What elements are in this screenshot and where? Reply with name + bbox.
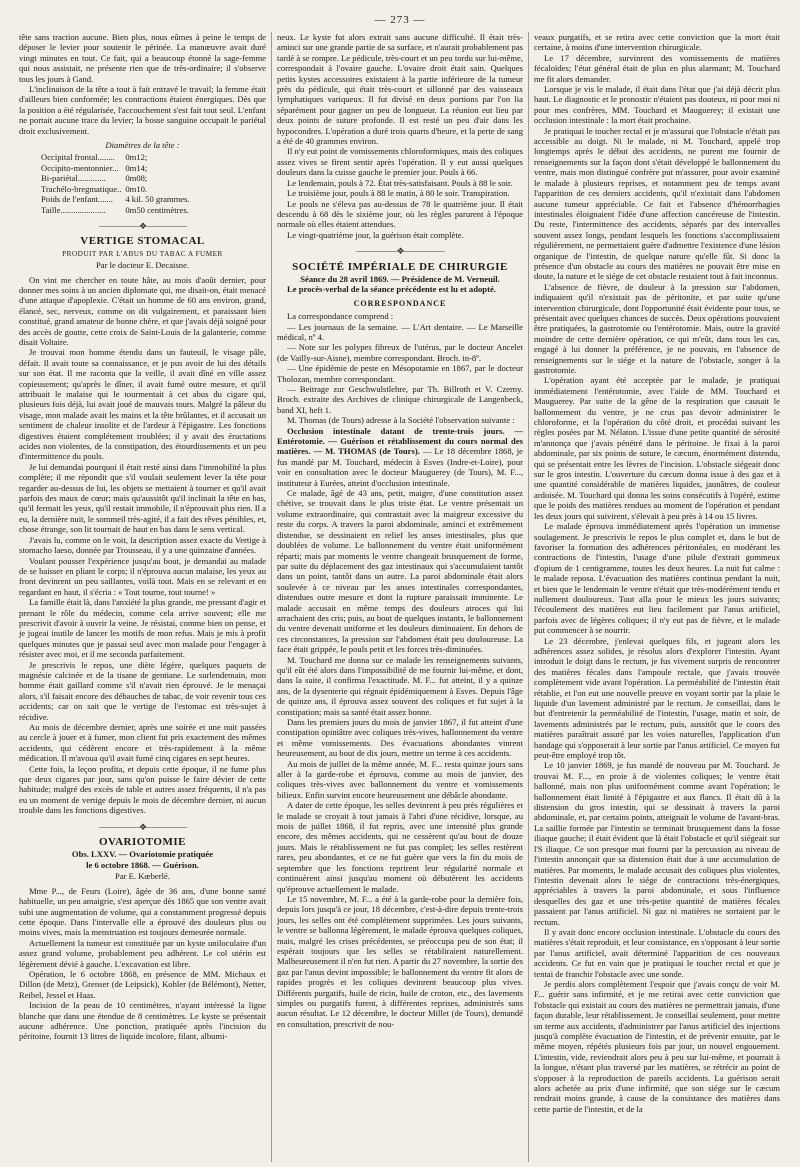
measure-label: Occipito-mentonnier... (41, 162, 119, 173)
paragraph: Le 10 janvier 1869, je fus mandé de nouveau par M. Touchard. Je trouvai M. F..., en proie à de violentes coliques; le ventre était ballonné, mais non plus uniformément comme avant l'opération; le ballonnement était limité à l'épigastre et aux flancs. Il était dû à la distension du gros intestin, qui se dessinait à travers la paroi abdominale, et, par certains points, atteignait le volume de l'avant-bras. La saillie formée par l'intestin se terminait brusquement dans la fosse iliaque gauche; il était évident que là était l'obstacle et qu'il siégeait sur l'S iliaque. Ce son presque mat fourni par la percussion au niveau de l'intestin annonçait que sa distension était due à une accumulation de matières. Par moments, le malade accusait des coliques plus violentes, l'intestin devenait alors le siége de contractions très-énergiques, appréciables à travers la paroi abdominale, et sous l'influence desquelles des gaz et une très-petite quantité de matières fécales passaient par l'anus artificiel. Ni gaz ni matières ne sortaient par le rectum. (534, 760, 780, 927)
paragraph: Le 15 novembre, M. F... a été à la garde-robe pour la dernière fois, depuis lors jusqu'à ce jour, 18 décembre, c'est-à-dire depuis trente-trois jours, les selles ont été complétement supprimées. Les jours suivants, le ventre se ballonna légèrement, le malade éprouva quelques coliques, mais, malgré les crises précédentes, se préoccupa peu de son état; il espérait toujours que les selles se rétabliraient naturellement. Malheureusement il n'en fut rien. A partir du 27 novembre, la sortie des gaz par l'anus devint impossible; le ballonnement du ventre fit alors de rapides progrès et les coliques devinrent beaucoup plus vives. Différents purgatifs, huile de ricin, huile de croton, etc., des lavements simples ou purgatifs furent, à différentes reprises, administrés sans aucun résultat. Le 12 décembre, le docteur Millet (de Tours), demandé en consultation, prescrivit de nou- (277, 893, 523, 1029)
observation-heading: Obs. LXXV. — Ovariotomie pratiquée (71, 849, 214, 860)
section-title-societe: SOCIÉTÉ IMPÉRIALE DE CHIRURGIE (292, 260, 508, 273)
observation-text: — Le 18 décembre 1868, je fus mandé par M. Touchard, médecin à Esves (Indre-et-Loire), pour voir en consultation avec le docteur Mauguerey (de Tours), M. F..., instituteur à Eurées, atteint d'occlusion intestinale. (277, 446, 523, 488)
ornament-divider: —————❖————— (98, 220, 187, 231)
paragraph: Actuellement la tumeur est constituée par un kyste uniloculaire d'un assez grand volume, probablement peu adhérent. Le col utérin est légèrement dévié à gauche. L'excavation est libre. (19, 937, 266, 969)
measure-label: Bi-pariétal............. (41, 173, 106, 184)
measure-value: 0m14; (125, 162, 148, 173)
section-title-vertige: VERTIGE STOMACAL (80, 235, 205, 248)
paragraph: Incision de la peau de 10 centimètres, n'ayant intéressé la ligne blanche que dans une étendue de 8 centimètres. Le kyste se présentait aucune adhérence. Une ponction, pratiquée après l'incision du péritoine, fournit 13 litres de liquide incolore, filant, albumi- (19, 1000, 266, 1042)
paragraph: Voulant pousser l'expérience jusqu'au bout, je demandai au malade de se baisser en pliant le corps; il n'éprouva aucun malaise, les yeux au front devinrent un peu saillantes, voilà tout. Mais en se relevant et en regardant en haut, il s'écria : « Tout tourne, tout tourne! » (19, 555, 266, 597)
paragraph (277, 426, 523, 488)
section-title-ovariotomie: OVARIOTOMIE (98, 836, 186, 849)
paragraph: Cette fois, la leçon profita, et depuis cette époque, il ne fume plus que deux cigares par jour, sans qu'on puisse le faire dévier de cette habitude; malgré des excès de table et autres assez fréquents, il n'a pas eu un moment de vertige depuis le mois de décembre dernier, ni aucun trouble dans les fonctions digestives. (19, 763, 266, 816)
paragraph: A dater de cette époque, les selles devinrent à peu près régulières et le malade se croyait à tout jamais à l'abri d'une récidive, lorsque, au mois de juillet 1868, il fut repris, avec une intensité plus grande encore, des mêmes accidents, qui ne cessèrent qu'au bout de douze jours. Mais le rétablissement ne fut pas complet; les selles restèrent rares, peu abondantes, et ce ne fut guère que vers la fin du mois de septembre que les fonctions reprirent leur régularité normale et continuèrent ainsi jusqu'au moment où débutèrent les accidents qu'éprouve actuellement le malade. (277, 800, 523, 894)
section-subtitle: PRODUIT PAR L'ABUS DU TABAC A FUMER (62, 249, 223, 258)
measure-value: 4 kil. 50 grammes. (125, 194, 190, 205)
paragraph: — Une épidémie de peste en Mésopotamie en 1867, par le docteur Tholozan, membre correspondant. (277, 363, 523, 384)
paragraph: La correspondance comprend : (287, 311, 394, 322)
paragraph: — Note sur les polypes fibreux de l'utérus, par le docteur Ancelet (de Vailly-sur-Aisne), membre correspondant. Broch. in-8º. (277, 342, 523, 363)
paragraph: Au mois de décembre dernier, après une soirée et une nuit passées au cercle à jouer et à fumer, mon client fut pris exactement des mêmes accidents, qui cédèrent encore et très-rapidement à la même médication. Il m'avoua qu'il avait fumé cinq cigares en sept heures. (19, 722, 266, 764)
paragraph: Lorsque je vis le malade, il était dans l'état que j'ai déjà décrit plus haut. Le diagnostic et le pronostic n'étaient pas douteux, ni pour moi ni pour mes confrères, MM. Touchard et Mauguerey; il existait une occlusion intestinale : la mort était prochaine. (534, 84, 780, 126)
paragraph: Je prescrivis le repos, une diète légère, quelques paquets de magnésie calcinée et de la tisane de gentiane. Le surlendemain, mon homme était gaillard comme s'il n'avait rien éprouvé. Je le menaçai alors, s'il faisait encore des débauches de tabac, de voir revenir tous ces accidents; car on sait que le vertige de l'estomac est très-sujet à récidive. (19, 659, 266, 722)
measure-value: 0m08; (125, 173, 148, 184)
paragraph: Le troisième jour, pouls à 88 le matin, à 80 le soir. Transpiration. (287, 188, 510, 199)
ornament-divider: —————❖————— (98, 821, 187, 832)
measure-value: 0m50 centimètres. (125, 204, 189, 215)
paragraph: — Les journaux de la semaine. — L'Art dentaire. — Le Marseille médical, nº 4. (277, 321, 523, 342)
correspondence-heading: CORRESPONDANCE (353, 298, 447, 308)
table-row (41, 163, 194, 173)
paragraph: neux. Le kyste fut alors extrait sans aucune difficulté. Il était très-aminci sur une grande partie de sa surface, et n'aurait probablement pas tardé à se rompre. Le pédicule, très-court et un peu tordu sur lui-même, correspondait à l'ovaire gauche. L'ovaire droit était sain. Quelques petits kystes accessoires existaient à la partie inférieure de la tumeur près du pédicule, qui était très-court et sillonné par des vaisseaux lymphatiques variqueux. Il fut divisé en deux portions par l'on lia séparément pour gagner un peu de longueur. La réunion eut lieu par deux points de suture profonde. Il est resté un peu d'air dans les hypocondres. L'opération a duré trois quarts d'heure, et la perte de sang a été de 40 grammes environ. (277, 32, 523, 147)
measure-label: Taille..................... (41, 204, 106, 215)
session-heading: Séance du 28 avril 1869. — Présidence de M. Verneuil. (300, 273, 500, 284)
paragraph: Le vingt-quatrième jour, la guérison était complète. (287, 229, 464, 240)
paragraph: Mme P..., de Feurs (Loire), âgée de 36 ans, d'une bonne santé habituelle, un peu amaigrie, s'est aperçue dès 1865 que son ventre avait subi une augmentation de volume, qui a constamment progressé depuis cette époque. Dans l'intervalle elle a éprouvé des douleurs plus ou moins vives, mais la menstruation est toujours demeurée normale. (19, 885, 266, 938)
table-row (41, 184, 194, 194)
measure-label: Poids de l'enfant....... (41, 194, 113, 205)
column-2 (271, 32, 528, 1162)
paragraph: Dans les premiers jours du mois de janvier 1867, il fut atteint d'une constipation opiniâtre avec coliques très-vives, ballonnement du ventre et même vomissements. Des évacuations abondantes vinrent heureusement, au bout de dix jours, mettre un terme à ces accidents. (277, 717, 523, 759)
paragraph: Il y avait donc encore occlusion intestinale. L'obstacle du cours des matières s'était reproduit, et leur consistance, en s'opposant à leur sortie par l'anus artificiel, avait déterminé l'apparition de ces nouveaux accidents. Ce fut en vain que je pratiquai le toucher rectal et que je tentai de franchir l'obstacle avec une sonde. (534, 926, 780, 979)
paragraph: Je lui demandai pourquoi il était resté ainsi dans l'immobilité la plus complète; il me répondit que s'il voulait seulement lever la tête pour regarder au-dessus de lui, les objets se mettaient à tourner et qu'il avait parfois des maux de cœur; mais qu'aussitôt qu'il inclinait la tête en bas, qu'il fermait les yeux, qu'il restait immobile, il n'éprouvait plus rien. Il a eu, la dernière nuit, le sommeil très-agité, il a fait des rêves pénibles, et, chose étrange, son lit tournait de haut en bas dans le sens vertical. (19, 461, 266, 535)
measure-value: 0m10. (125, 183, 148, 194)
diameters-table (41, 152, 194, 214)
paragraph: Au mois de juillet de la même année, M. F... resta quinze jours sans aller à la garde-robe et éprouva, comme au mois de janvier, des coliques très-vives avec ballonnement du ventre et vomissements bilieux. Enfin survint encore heureusement une débâcle abondante. (277, 758, 523, 800)
paragraph: M. Touchard me donna sur ce malade les renseignements suivants, qu'il eût été alors dans l'impossibilité de me fournir lui-même, et dont, dans la suite, il confirma l'exactitude. M. F... fut atteint, il y a quinze ans, de la dysenterie qui régnait épidémiquement à Esves. Depuis l'âge de quinze ans, il éprouva assez souvent des coliques et fut sujet à la constipation; mais sa santé était assez bonne. (277, 654, 523, 717)
measure-label: Trachélo-bregmatique.. (41, 183, 122, 194)
paragraph: Le 23 décembre, j'enlevai quelques fils, et jugeant alors les adhérences assez solides, je résolus alors d'explorer l'intestin. Ayant introduit le doigt dans le rectum, je fus vivement surpris de rencontrer des matières fécales dans l'ampoule rectale, que j'avais trouvée complètement vide avant l'opération. La perméabilité de l'intestin était rétablie, et l'on eut une nouvelle preuve en voyant sortir par la plaie le liquide d'un lavement administré par le rectum. Je conseillai, dans le but d'entretenir la perméabilité de l'intestin, l'usage, matin et soir, de lavements administrés par le rectum, puis, aussitôt que le cours des matières paraîtrait assuré par les voies naturelles, l'application d'un bandage qui s'opposerait à leur sortie par l'anus artificiel. Ce moyen fut peut-être employé trop tôt. (534, 635, 780, 761)
table-row (41, 205, 194, 215)
paragraph: Le procès-verbal de la séance précédente est lu et adopté. (287, 284, 496, 295)
section-author: Par le docteur E. Decaisne. (95, 260, 190, 271)
paragraph: J'avais lu, comme on le voit, la description assez exacte du Vertige à stomacho laeso, donnée par Trousseau, il y a une quinzaine d'années. (19, 534, 266, 556)
paragraph: — Beitrage zur Geschwulstlehre, par Th. Billroth et V. Czerny. Broch. extraite des Archives de clinique chirurgicale de Langenbeck, band XI, heft 1. (277, 384, 523, 415)
paragraph: tête sans traction aucune. Bien plus, nous eûmes à peine le temps de déposer le levier pour soutenir le périnée. La manœuvre avait duré vingt minutes en tout. Ce fait, qui a beaucoup étonné la sage-femme qui nous assistait, ne présente rien que de très-ordinaire; il s'observe tous les jours à Gand. (19, 32, 266, 84)
paragraph: Ce malade, âgé de 43 ans, petit, maigre, d'une constitution assez chétive, se trouvait dans le plus triste état. Le ventre présentait un volume extraordinaire, qui contrastait avec la maigreur excessive du reste du corps. A travers la paroi abdominale, aminci et extrêmement distendue, se dessinaient en relief les anses intestinales, plus que doublées de volume. Le ballonnement du ventre était uniformément réparti; mais par moments le ventre changeait brusquement de forme, par suite du déplacement des gaz intestinaux qui s'accumulaient tantôt dans un point, tantôt dans un autre. La paroi abdominale était alors soulevée à ce niveau par les anses intestinales correspondantes, distendues outre mesure et dont la rupture paraissait imminente. Le malade accusait en même temps des douleurs atroces qui lui arrachaient des cris; puis, au bout de quelques instants, le ballonnement du ventre devenait uniforme et les douleurs diminuaient. En dehors de ces circonstances, la pression sur l'abdomen était peu douloureuse. La face était grippée, le pouls petit et les forces très-diminuées. (277, 488, 523, 655)
measure-label: Occipital frontal........ (41, 152, 115, 163)
paragraph: On vint me chercher en toute hâte, au mois d'août dernier, pour donner mes soins à un ancien diplomate qui, me disait-on, était menacé d'une attaque d'apoplexie. C'était un homme de 60 ans environ, grand, élancé, sec, nerveux, comme on dit vulgairement, et paraissant bien constitué, grand amateur de bonne chère, et que j'avais déjà soigné pour des accès de goutte, cette croix de Saint-Louis de la galanterie, comme disait Voltaire. (19, 274, 266, 347)
paragraph: Le lendemain, pouls à 72. État très-satisfaisant. Pouls à 88 le soir. (287, 177, 513, 188)
paragraph: Le pouls ne s'éleva pas au-dessus de 78 le quatrième jour. Il était descendu à 68 dès le sixième jour, où les règles parurent à l'époque normale où elles étaient attendues. (277, 198, 523, 230)
paragraph: Le 17 décembre, survinrent des vomissements de matières fécaloïdes; l'état général était de plus en plus alarmant; M. Touchard me fit alors demander. (534, 52, 780, 84)
ornament-divider: —————❖————— (356, 246, 444, 257)
paragraph: veaux purgatifs, et se retira avec cette conviction que la mort était certaine, à moins d'une intervention chirurgicale. (534, 32, 780, 53)
measure-value: 0m12; (125, 152, 148, 163)
table-row (41, 194, 194, 204)
paragraph: La famille était là, dans l'anxiété la plus grande, me pressant d'agir et prenant le rôle du médecin, comme cela arrive souvent; elle me prescrivit d'avoir à ouvrir la veine. Je résistai, comme bien on pense, et je jugeai inutile de lancer les motifs de mon refus. Mais je mis à profit quelques minutes que je passai seul avec mon malade pour l'engager à résister avec moi, et il me seconda parfaitement. (19, 597, 266, 660)
paragraph: Il n'y eut point de vomissements chloroformiques, mais des coliques assez vives se firent sentir après l'opération. Il y eut aussi quelques douleurs dans la cuisse gauche le premier jour. Pouls à 66. (277, 146, 523, 178)
section-author: Par E. Kœberlé. (115, 871, 170, 882)
column-3 (528, 32, 785, 1162)
paragraph: L'opération ayant été acceptée par le malade, je pratiquai immédiatement l'entérotomie, avec l'aide de MM. Touchard et Mauguerey. Par suite de la gêne de la respiration que causait le ballonnement du ventre, je ne crus pas devoir administrer le chloroforme, et la l'opération du côté droit, et procédai suivant les règles posées par M. Nélaton. L'issue d'une petite quantité de sérosité m'annonça que j'avais pénétré dans le péritoine. Je fixai à la paroi abdominale, par six points de suture, le cæcum, énormément distendu, qui se présentait entre les lèvres de l'incision. L'obstacle siégeait donc sur le gros intestin. L'ouverture du cæcum donna issue à des gaz et à une quantité considérable de matières liquides, jaunâtres, de couleur ardoisée. M. Touchard qui donna les soins consécutifs à l'opéré, estime que le poids des matières rendues au moment de l'opération et pendant les deux jours qui suivirent, s'élevait à peu près à 14 ou 15 livres. (534, 375, 780, 521)
paragraph: Opération, le 6 octobre 1868, en présence de MM. Michaux et Dillon (de Metz), Grenser (de Leipsick), Kohler (de Bélémont), Netter, Reibel, Jessel et Haas. (19, 968, 266, 1000)
observation-lead: Occlusion intestinale datant de trente-trois jours. — Entérotomie. — Guérison et rétablissement du cours normal des matières. — M. THOMAS (de Tours). (277, 425, 523, 457)
observation-heading-2: le 6 octobre 1868. — Guérison. (86, 859, 199, 870)
paragraph: Le malade éprouva immédiatement après l'opération un immense soulagement. Je prescrivis le repos le plus complet et, dans le but de favoriser la formation des adhérences péritonéales, en modérant les contractions de l'intestin, l'usage d'une pilule d'extrait gommeux d'opium de 1 centigramme, toutes les deux heures. La nuit fut calme : le malade reposa. L'évacuation des matières continua pendant la nuit, et bien que le lendemain le ventre n'était que très-modérément tendu et nullement douloureux. Tout alla pour le mieux les jours suivants; l'écoulement des matières eut lieu facilement par l'anus artificiel, parfois avec de légères coliques; il n'y eut pas de fièvre, et le malade put commencer à se nourrir. (534, 521, 780, 636)
paragraph: Je trouvai mon homme étendu dans un fauteuil, le visage pâle, défait. Il avait toute sa connaissance, et je pus avoir de lui des détails sur son état. Il me raconta que la veille, il avait dîné en ville assez copieusement; qu'après le dîner, il avait fumé outre mesure, et qu'il attribuait le malaise qui le tourmentait à cet abus du cigare qui, plusieurs fois déjà, lui avait joué de mauvais tours. Malgré la pâleur du visage, mon malade avait les mains et la tête brûlantes, et il accusait un sentiment de chaleur insolite et de l'ardeur à l'épigastre. Les fonctions digestives étaient complétement troublées; il y avait des éructations acides non violentes, de la constipation, des étourdissements et un peu d'intermittence du pouls. (19, 347, 266, 462)
paragraph: L'inclinaison de la tête a tout à fait entravé le travail; la femme était d'ailleurs bien conformée; les contractions étaient énergiques. Dès que la position a été régularisée, l'accouchement s'est fait tout seul. L'enfant ne portait aucune trace du levier; la bosse sanguine occupait le pariétal droit exclusivement. (19, 84, 266, 136)
table-row (41, 173, 194, 183)
table-row (41, 152, 194, 162)
diameters-heading: Diamètres de la tête : (105, 140, 180, 151)
paragraph: Je perdis alors complètement l'espoir que j'avais conçu de voir M. F... guérir sans infirmité, et je me retirai avec cette conviction que l'obstacle qui existait au cours des matières ne permettrait jamais, d'une façon durable, leur rétablissement. Je conseillai seulement, pour mettre un terme aux accidents, d'administrer par l'anus artificiel des injections jusqu'à complète évacuation de l'intestin, et de prévenir ensuite, par le même moyen, répétés plusieurs fois par jour, un nouvel engouement. L'intestin, vide, reviendrait alors peu à peu sur lui-même, et pourrait à la longue, n'étant plus traversé par les matières, se rétrécir au point de s'opposer à la reproduction de pareils accidents. La guérison serait alors achetée au prix d'une infirmité, que son siége sur le cæcum rendrait moins grande, à cause de la consistance des matières dans cette partie de l'intestin, et de la (534, 978, 780, 1114)
columns (14, 32, 786, 1162)
column-1 (14, 32, 271, 1162)
page-number: — 273 — (374, 14, 426, 26)
paragraph: M. Thomas (de Tours) adresse à la Société l'observation suivante : (287, 415, 515, 426)
paragraph: Je pratiquai le toucher rectal et je m'assurai que l'obstacle n'était pas accessible au doigt. Ni le malade, ni M. Touchard, appelé trop longtemps après le début des accidents, ne purent me fournir de renseignements sur la façon dont s'était développé le ballonnement du ventre, mais mon distingué confrère put m'assurer, pour avoir examiné le malade à plusieurs reprises, et notamment peu de temps avant l'apparition de ces derniers accidents, qu'il n'existait dans l'abdomen aucune tumeur appréciable. Ce fait et l'absence d'hémorrhagies intestinales éloignaient l'idée d'une affection cancéreuse de l'intestin. Du reste, l'intermittence des accidents, séparés par des intervalles souvent assez longs, pendant lesquels les fonctions s'accomplissaient régulièrement, ne permettaient guère d'admettre l'existence d'une lésion organique de l'intestin, de quelque nature qu'elle fût. Si donc la présence d'un obstacle au cours des matières ne pouvait être mise en doute, la nature et le siége de cet obstacle restaient tout à fait inconnus. (534, 125, 780, 282)
paragraph: L'absence de fièvre, de douleur à la pression sur l'abdomen, indiquaient qu'il n'existait pas de péritonite, et par suite qu'une intervention chirurgicale, dont l'opportunité était évidente pour tous, se présentait avec quelques chances de succès. Deux opérations pouvaient être pratiquées, la gastrotomie ou l'entérotomie. Mais, outre la gravité moindre de cette dernière opération, ce qui m'eût, dans tous les cas, engagé à lui donner la préférence, je ne pouvais, en l'absence de renseignements sur le siége et la nature de l'obstacle, songer à la gastrotomie. (534, 281, 780, 375)
